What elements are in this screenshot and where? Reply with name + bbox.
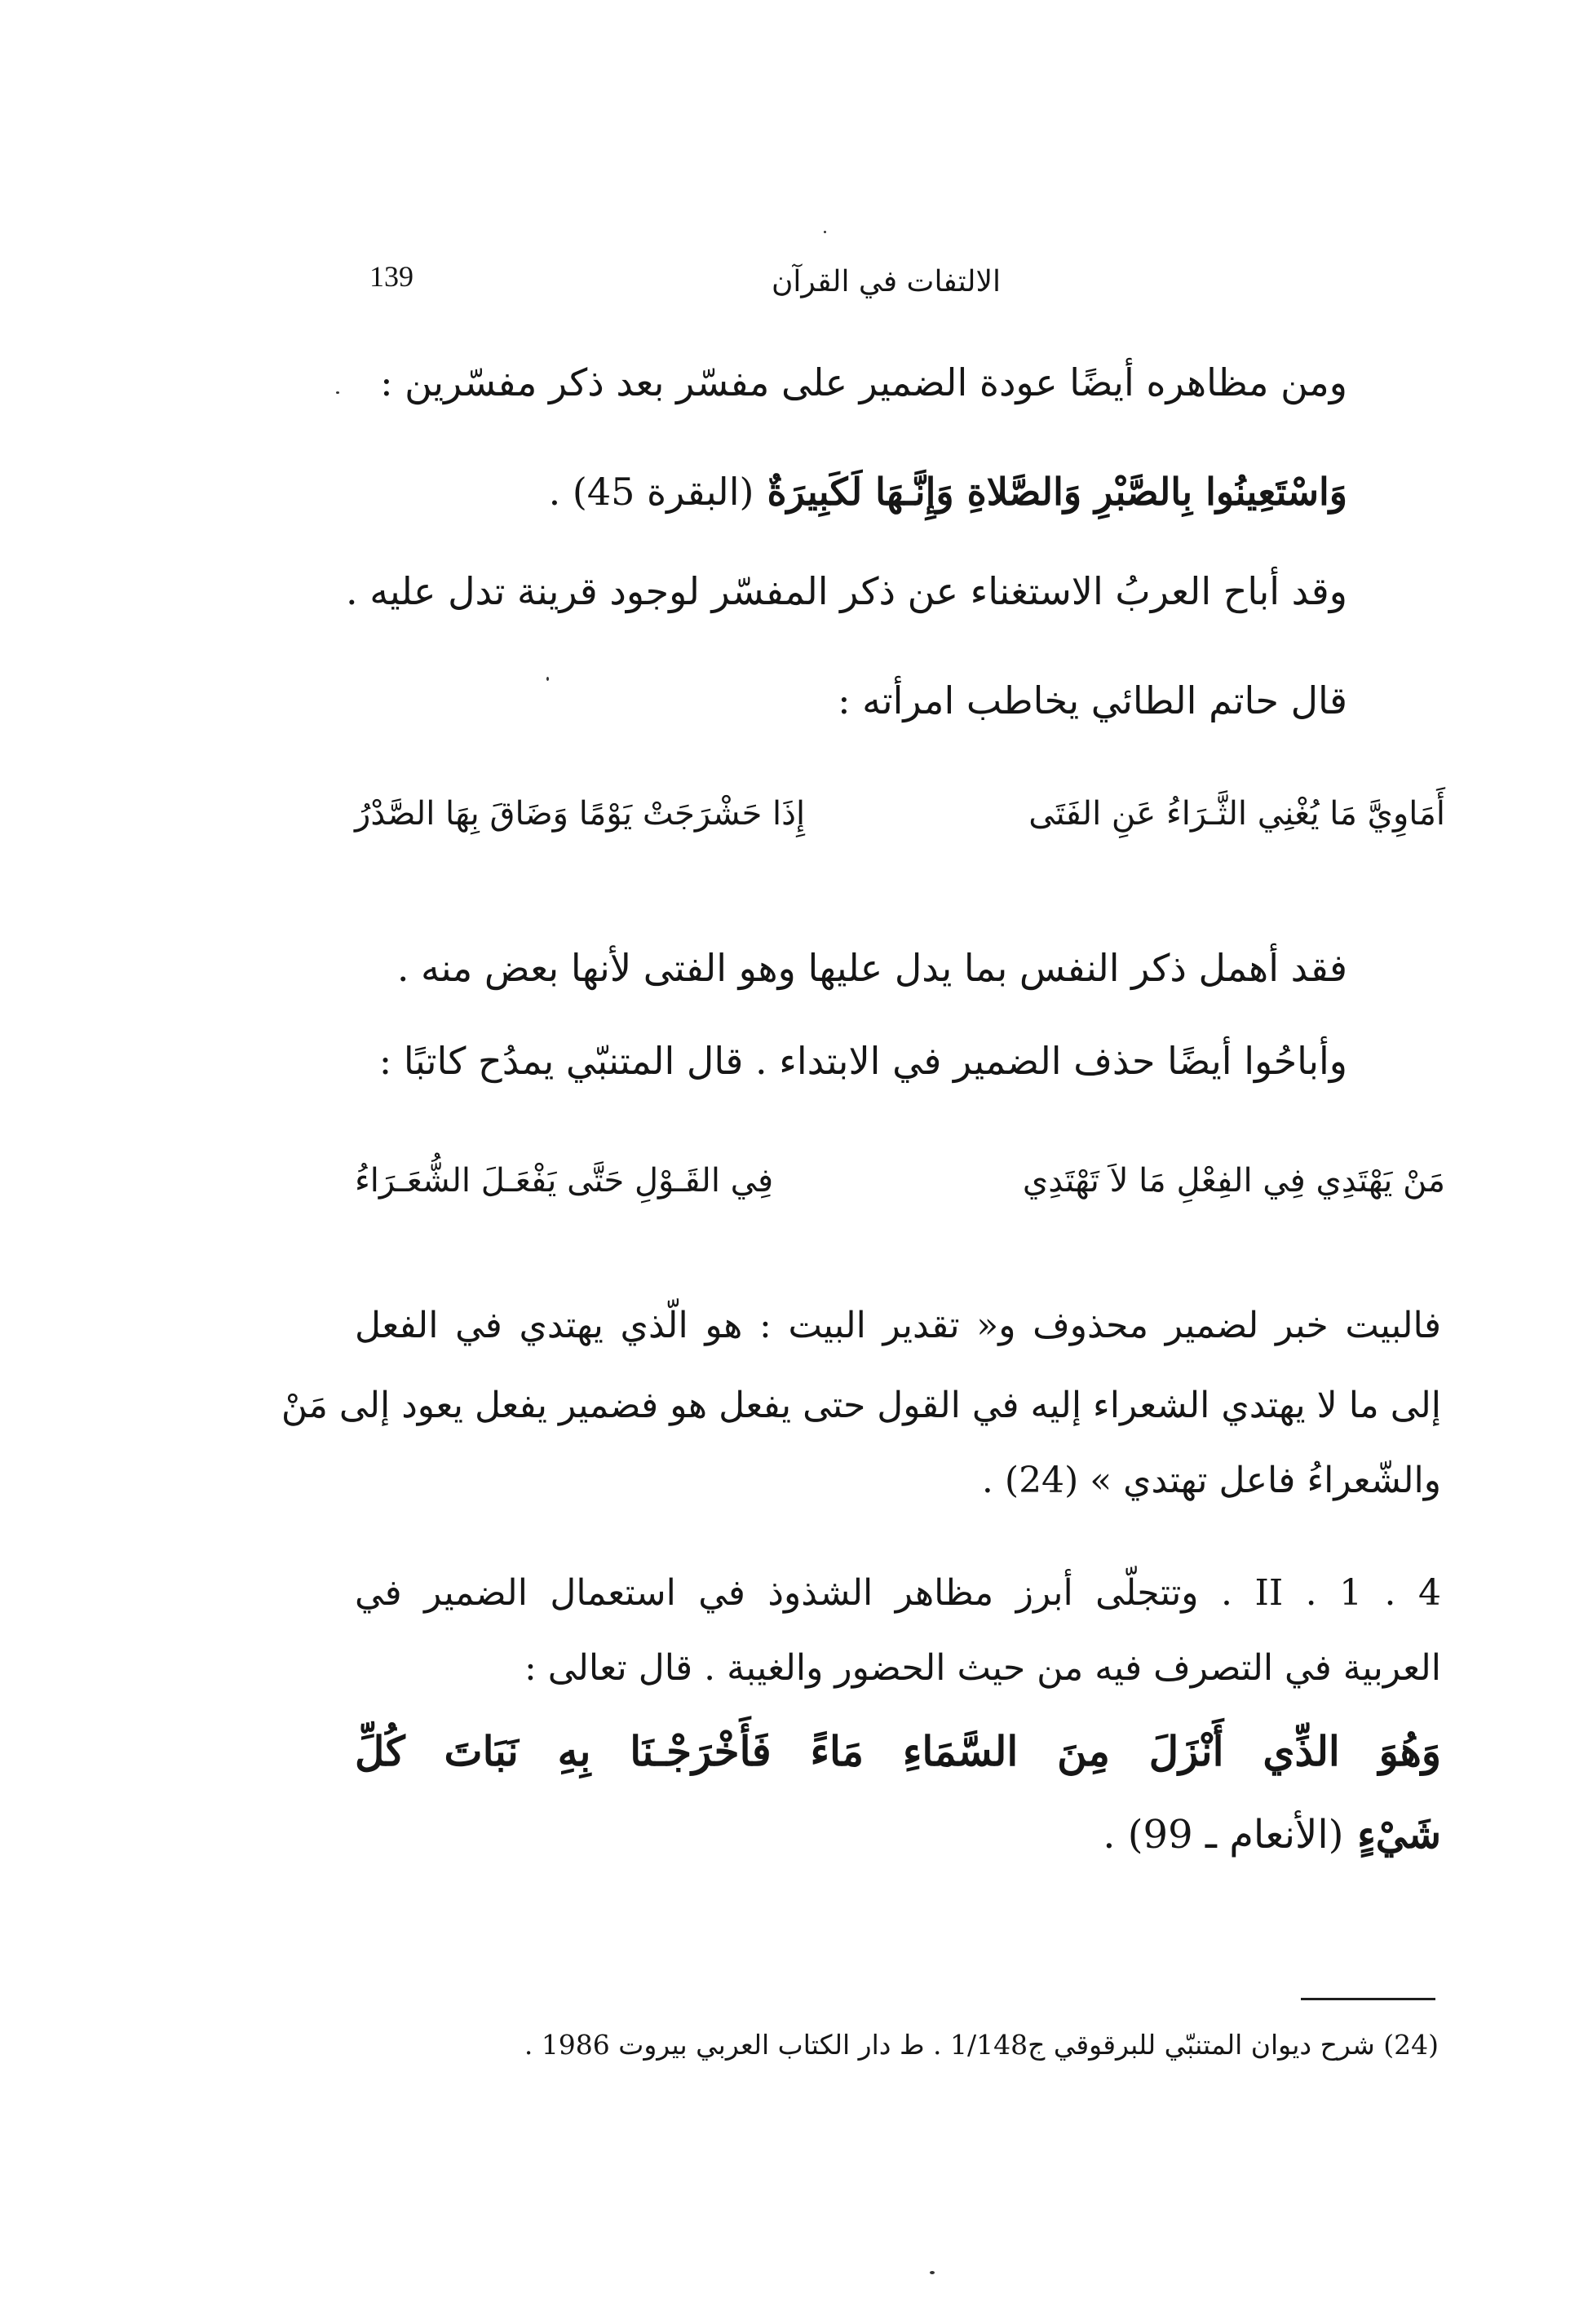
paragraph-7-line-1: II . 1 . 4 . وتتجلّى أبرز مظاهر الشذوذ في استعمال الضمير في <box>355 1572 1441 1614</box>
scan-speck <box>546 677 549 681</box>
quran-quote-2-reference: (الأنعام ـ 99) . <box>1103 1812 1344 1858</box>
paragraph-6-line-1: فالبيت خبر لضمير محذوف و« تقدير البيت : هو الّذي يهتدي في الفعل <box>355 1305 1441 1346</box>
quran-quote-2-line-2 <box>1103 1812 1441 1858</box>
poem-verse-1-first-hemistich: أَمَاوِيَّ مَا يُغْنِي الثَّـرَاءُ عَنِ الفَتَى <box>1028 795 1445 833</box>
footnote-separator <box>1301 1998 1435 2000</box>
quran-quote-1 <box>549 470 1347 514</box>
paragraph-1: ومن مظاهره أيضًا عودة الضمير على مفسّر بعد ذكر مفسّرين : <box>380 360 1347 404</box>
quran-quote-2-text: شَيْءٍ <box>1357 1812 1441 1858</box>
paragraph-6-line-2: إلى ما لا يهتدي الشعراء إليه في القول حتى يفعل هو فضمير يفعل يعود إلى مَنْ <box>281 1385 1441 1426</box>
paragraph-6-line-3: والشّعراءُ فاعل تهتدي » (24) . <box>981 1460 1441 1501</box>
scan-speck <box>336 391 339 394</box>
paragraph-3: قال حاتم الطائي يخاطب امرأته : <box>838 678 1347 722</box>
paragraph-7-line-2: العربية في التصرف فيه من حيث الحضور والغيبة . قال تعالى : <box>524 1647 1441 1689</box>
scan-speck <box>824 231 826 233</box>
quran-quote-1-text: وَاسْتَعِينُوا بِالصَّبْرِ وَالصَّلاةِ وَإِنَّـهَا لَكَبِيرَةٌ <box>767 470 1347 514</box>
quran-quote-1-reference: (البقرة 45) . <box>548 470 754 514</box>
paragraph-2: وقد أباح العربُ الاستغناء عن ذكر المفسّر لوجود قرينة تدل عليه . <box>345 569 1347 613</box>
page-number: 139 <box>369 260 413 293</box>
running-title: الالتفات في القرآن <box>771 265 1001 298</box>
paragraph-4: فقد أهمل ذكر النفس بما يدل عليها وهو الفتى لأنها بعض منه . <box>396 946 1347 990</box>
poem-verse-1-second-hemistich: إِذَا حَشْرَجَتْ يَوْمًا وَضَاقَ بِهَا الصَّدْرُ <box>355 795 806 833</box>
footnote-24: (24) شرح ديوان المتنبّي للبرقوقي ج1/148 . ط دار الكتاب العربي بيروت 1986 . <box>524 2029 1439 2061</box>
paragraph-5: وأباحُوا أيضًا حذف الضمير في الابتداء . قال المتنبّي يمدُح كاتبًا : <box>378 1039 1347 1083</box>
poem-verse-2-second-hemistich: فِي القَـوْلِ حَتَّى يَفْعَـلَ الشُّعَـرَاءُ <box>355 1162 774 1200</box>
poem-verse-2-first-hemistich: مَنْ يَهْتَدِي فِي الفِعْلِ مَا لاَ تَهْتَدِي <box>1022 1162 1445 1200</box>
scan-speck <box>930 2271 935 2274</box>
quran-quote-2-line-1: وَهُوَ الذِّي أَنْزَلَ مِنَ السَّمَاءِ مَاءً فَأَخْرَجْـنَا بِهِ نَبَاتَ كُلِّ <box>355 1727 1441 1775</box>
